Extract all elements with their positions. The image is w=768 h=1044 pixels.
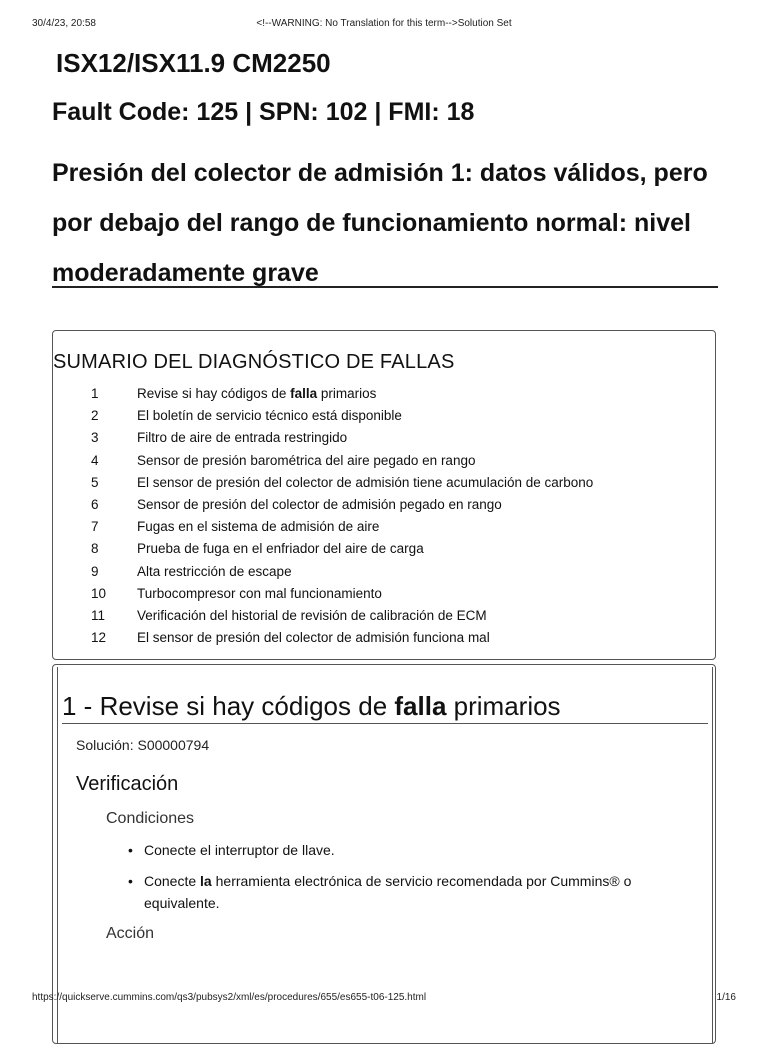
summary-item-text-pre: El boletín de servicio técnico está disponible — [137, 408, 402, 424]
step-title-pre: 1 - Revise si hay códigos de — [62, 691, 395, 721]
summary-item-number: 3 — [91, 430, 99, 446]
title-divider — [52, 286, 718, 288]
summary-item-text-pre: Filtro de aire de entrada restringido — [137, 430, 348, 446]
summary-item-text-pre: Prueba de fuga en el enfriador del aire de carga — [137, 541, 424, 557]
summary-title: SUMARIO DEL DIAGNÓSTICO DE FALLAS — [53, 351, 455, 373]
page-number: 1/16 — [716, 992, 736, 1003]
summary-item-text — [137, 453, 475, 468]
summary-item-text — [137, 408, 402, 423]
summary-item-text-pre: Alta restricción de escape — [137, 563, 292, 579]
summary-item-text — [137, 630, 490, 645]
summary-item — [53, 564, 713, 586]
condition-item-text-pre: Conecte — [144, 873, 201, 889]
summary-item-text-pre: El sensor de presión del colector de admisión tiene acumulación de carbono — [137, 474, 594, 490]
conditions-list — [124, 839, 684, 923]
summary-item-text — [137, 608, 487, 623]
summary-item-number: 4 — [91, 452, 99, 468]
summary-item-text-post: primarios — [317, 386, 377, 401]
summary-item-text — [137, 475, 593, 490]
summary-item-text-pre: Sensor de presión barométrica del aire pegado en rango — [137, 452, 476, 468]
condition-item — [124, 870, 684, 914]
summary-item-number: 6 — [91, 496, 99, 512]
summary-item-number: 8 — [91, 541, 99, 557]
source-url: https://quickserve.cummins.com/qs3/pubsys2/xml/es/procedures/655/es655-t06-125.html — [32, 992, 427, 1003]
engine-model-title: ISX12/ISX11.9 CM2250 — [56, 48, 331, 78]
summary-item-number: 9 — [91, 563, 99, 579]
summary-item-text-pre: Fugas en el sistema de admisión de aire — [137, 519, 380, 535]
step-title-post: primarios — [446, 691, 561, 721]
step-divider — [62, 723, 708, 724]
summary-item-text-bold: falla — [290, 386, 318, 401]
summary-item-number: 2 — [91, 408, 99, 424]
condition-item-text-bold: la — [200, 873, 212, 889]
summary-item — [53, 586, 713, 608]
print-title: <!--WARNING: No Translation for this term-->Solution Set — [256, 18, 512, 29]
summary-item — [53, 430, 713, 452]
fault-description: Presión del colector de admisión 1: datos válidos, pero por debajo del rango de funcionamiento normal: nivel moderadamente grave — [52, 159, 708, 287]
summary-item-number: 11 — [91, 607, 106, 623]
summary-item-text — [137, 586, 382, 601]
solution-id: Solución: S00000794 — [76, 737, 210, 753]
summary-item — [53, 541, 713, 563]
summary-item-text-pre: El sensor de presión del colector de admisión funciona mal — [137, 630, 490, 646]
summary-item-text-pre: Revise si hay códigos de — [137, 386, 291, 401]
summary-item-text-pre: Turbocompresor con mal funcionamiento — [137, 585, 382, 601]
summary-item-number: 12 — [91, 630, 107, 646]
summary-item-number: 7 — [91, 519, 99, 535]
action-label: Acción — [106, 925, 155, 942]
condition-item-text-post: herramienta electrónica de servicio recomendada por Cummins® o equivalente. — [144, 873, 632, 911]
summary-item — [53, 519, 713, 541]
verification-heading: Verificación — [76, 773, 179, 795]
summary-item-text-pre: Verificación del historial de revisión de calibración de ECM — [137, 607, 487, 623]
step-title — [62, 691, 561, 722]
summary-item — [53, 630, 713, 652]
summary-item-text — [137, 564, 292, 579]
summary-item-number: 5 — [91, 474, 99, 490]
summary-item — [53, 386, 713, 408]
step-inner-frame — [57, 667, 713, 1043]
summary-item-number: 10 — [91, 585, 107, 601]
summary-item-number: 1 — [91, 386, 99, 401]
summary-item — [53, 453, 713, 475]
conditions-label: Condiciones — [106, 810, 195, 827]
summary-item-text — [137, 430, 347, 445]
fault-summary-panel — [52, 330, 716, 660]
condition-item-text-pre: Conecte el interruptor de llave. — [144, 842, 335, 858]
step-title-bold: falla — [394, 691, 447, 721]
step-panel — [52, 664, 716, 1044]
summary-item-text — [137, 541, 424, 556]
condition-item — [124, 839, 684, 861]
summary-item-text-pre: Sensor de presión del colector de admisión pegado en rango — [137, 496, 502, 512]
summary-item-text — [137, 386, 376, 401]
summary-item — [53, 608, 713, 630]
summary-item-text — [137, 497, 502, 512]
summary-item — [53, 475, 713, 497]
summary-item — [53, 408, 713, 430]
fault-code-line: Fault Code: 125 | SPN: 102 | FMI: 18 — [52, 98, 475, 126]
summary-item — [53, 497, 713, 519]
summary-list — [53, 386, 713, 652]
print-datetime: 30/4/23, 20:58 — [32, 18, 96, 29]
summary-item-text — [137, 519, 379, 534]
